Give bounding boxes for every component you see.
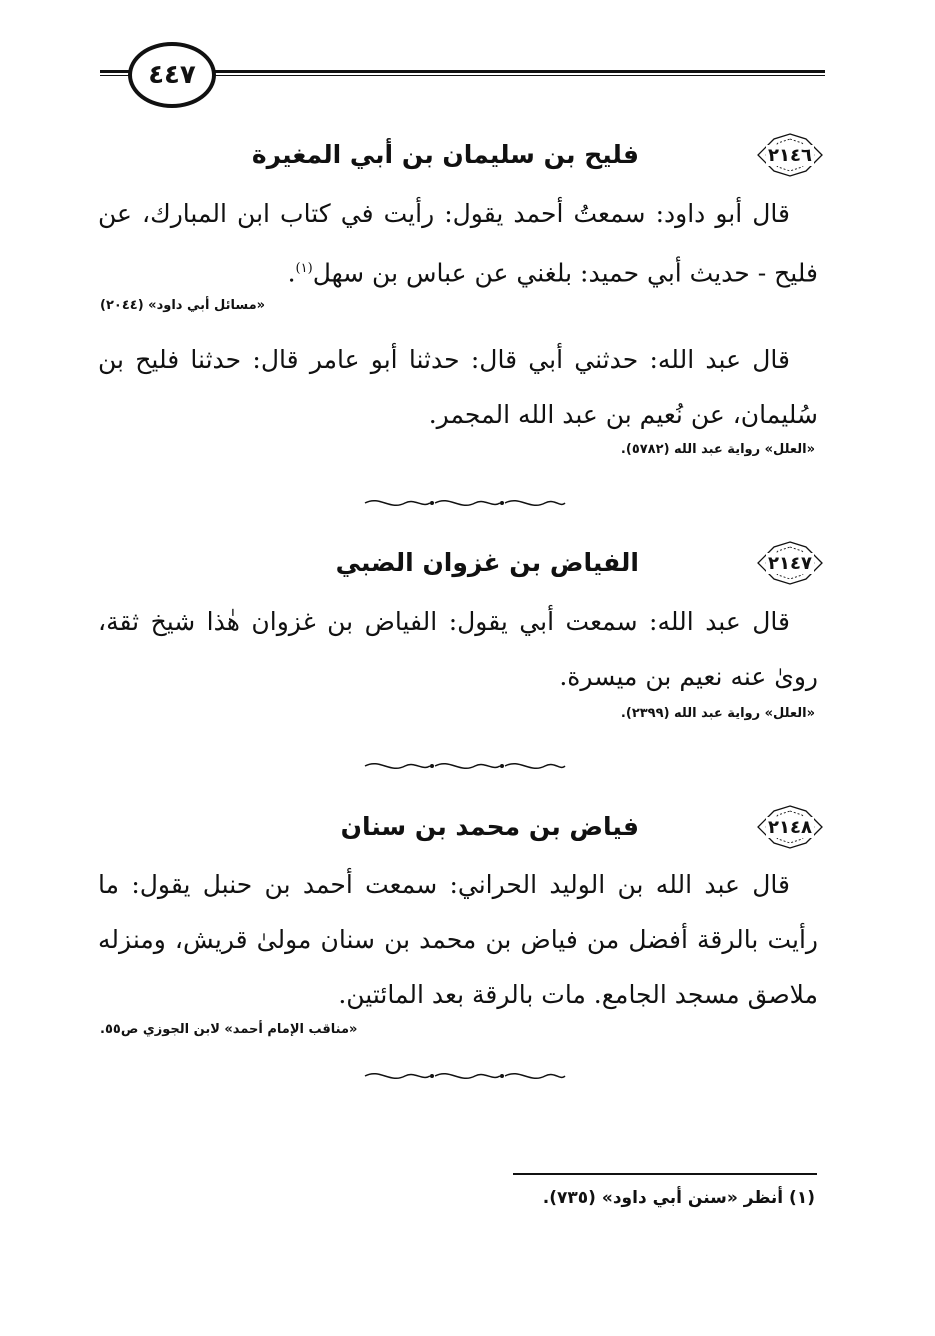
entry-number-medallion	[756, 133, 824, 177]
section-divider-ornament-icon	[360, 758, 570, 774]
page-number-badge	[128, 42, 216, 108]
entry-paragraph	[98, 857, 818, 1022]
footnote-separator	[513, 1173, 817, 1175]
paragraph-text: قال أبو داود: سمعتُ أحمد يقول: رأيت في كتاب ابن المبارك، عن فليح - حديث أبي حميد: بلغني عن عباس بن سهل	[98, 199, 818, 288]
paragraph-text: قال عبد الله بن الوليد الحراني: سمعت أحمد بن حنبل يقول: ما رأيت بالرقة أفضل من فياض بن محمد بن سنان مولىٰ قريش، ومنزله ملاصق مسجد الجامع. مات بالرقة بعد المائتين.	[98, 870, 818, 1009]
source-citation: «العلل» رواية عبد الله (٢٣٩٩).	[620, 706, 815, 721]
source-citation: «العلل» رواية عبد الله (٥٧٨٢).	[620, 442, 815, 457]
entry-number: ٢١٤٨	[768, 816, 812, 838]
entry-paragraph	[98, 594, 818, 704]
paragraph-text: قال عبد الله: سمعت أبي يقول: الفياض بن غزوان هٰذا شيخ ثقة، روىٰ عنه نعيم بن ميسرة.	[98, 607, 818, 691]
footnote	[543, 1188, 815, 1208]
entry-title: فليح بن سليمان بن أبي المغيرة	[251, 140, 639, 169]
section-divider-ornament-icon	[360, 495, 570, 511]
source-citation: «مناقب الإمام أحمد» لابن الجوزي ص٥٥.	[100, 1022, 358, 1037]
paragraph-tail: .	[287, 258, 296, 288]
entry-title: الفياض بن غزوان الضبي	[335, 548, 639, 577]
page-number: ٤٤٧	[148, 60, 196, 90]
entry-number: ٢١٤٦	[768, 144, 812, 166]
entry-paragraph	[98, 332, 818, 442]
entry-number-medallion	[756, 541, 824, 585]
entry-paragraph	[98, 186, 818, 300]
footnote-reference[interactable]: (١)	[295, 261, 313, 276]
entry-number: ٢١٤٧	[768, 552, 812, 574]
footnote-number: (١)	[789, 1188, 815, 1208]
paragraph-text: قال عبد الله: حدثني أبي قال: حدثنا أبو عامر قال: حدثنا فليح بن سُليمان، عن نُعيم بن عبد الله المجمر.	[98, 345, 818, 429]
section-divider-ornament-icon	[360, 1068, 570, 1084]
source-citation: «مسائل أبي داود» (٢٠٤٤)	[100, 298, 266, 313]
entry-title: فياض بن محمد بن سنان	[340, 812, 639, 841]
entry-number-medallion	[756, 805, 824, 849]
footnote-text: أنظر «سنن أبي داود» (٧٣٥).	[542, 1188, 784, 1208]
